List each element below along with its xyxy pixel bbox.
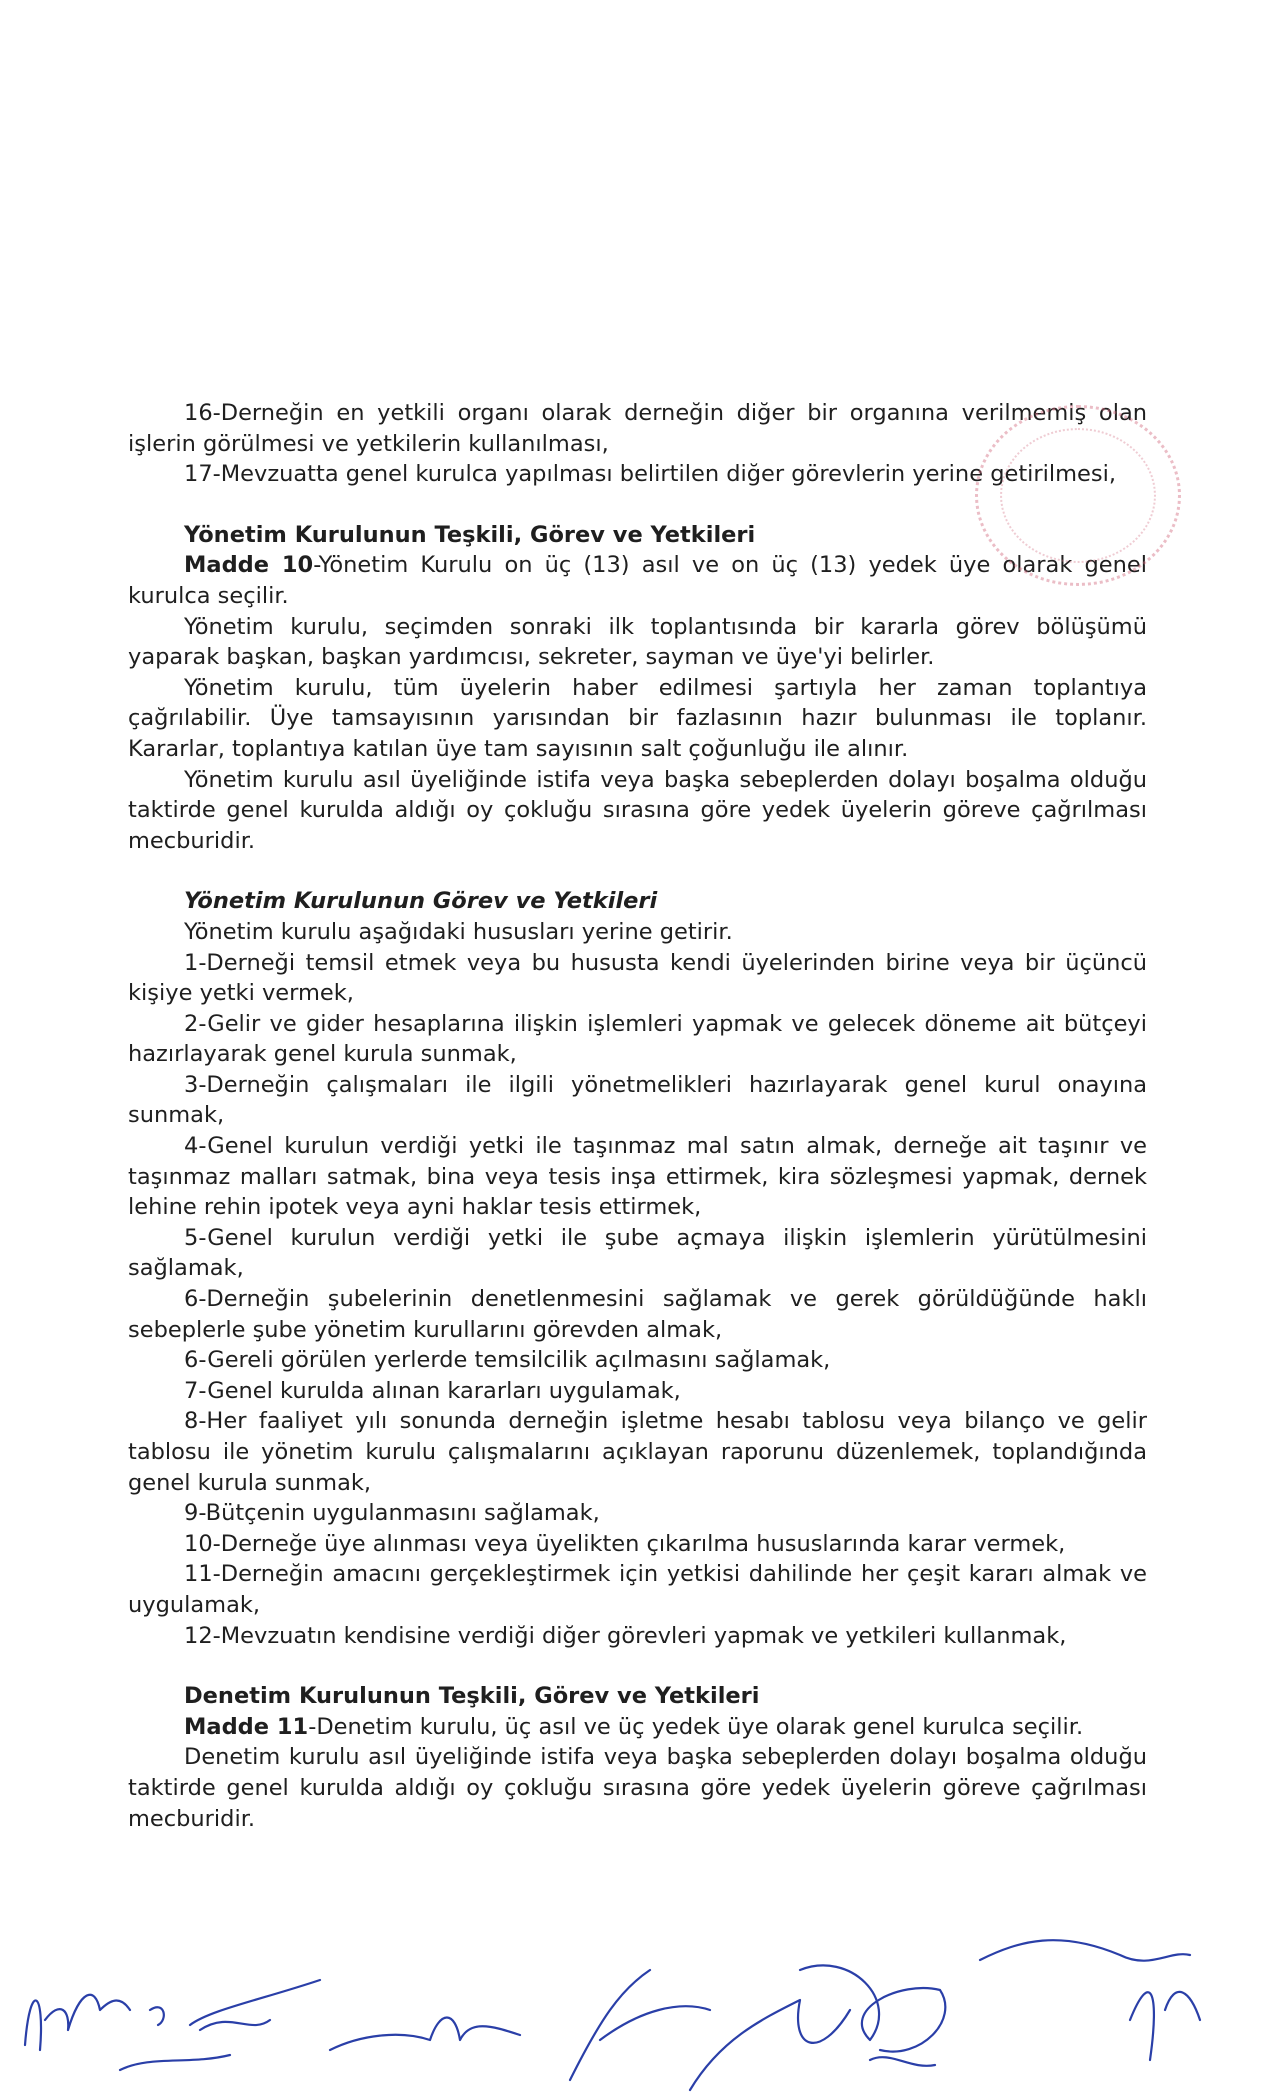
paragraph-text: Yönetim kurulu aşağıdaki hususları yerine getirir. [184,918,733,945]
document-body [128,398,1147,1834]
signature-8 [1130,1992,1200,2060]
paragraph-text: 2-Gelir ve gider hesaplarına ilişkin işlemleri yapmak ve gelecek döneme ait bütçeyi hazırlayarak genel kurula sunmak, [128,1010,1147,1068]
paragraph [128,1009,1147,1070]
paragraph-text: 5-Genel kurulun verdiği yetki ile şube açmaya ilişkin işlemlerin yürütülmesini sağlamak, [128,1224,1147,1282]
paragraph [128,612,1147,673]
signature-7 [980,1940,1190,1961]
paragraph [128,1284,1147,1345]
paragraph [128,1131,1147,1223]
paragraph-text: 10-Derneğe üye alınması veya üyelikten çıkarılma hususlarında karar vermek, [184,1530,1066,1557]
paragraph [128,765,1147,857]
paragraph-text: 11-Derneğin amacını gerçekleştirmek için yetkisi dahilinde her çeşit kararı almak ve uygulamak, [128,1561,1147,1618]
paragraph-gap [128,1651,1147,1681]
paragraph [128,1223,1147,1284]
signatures [0,1860,1275,2100]
paragraph [128,1406,1147,1498]
signature-5 [690,2000,850,2090]
paragraph-text: -Yönetim Kurulu on üç (13) asıl ve on üç (13) yedek üye olarak genel kurulca seçilir. [128,552,1147,609]
paragraph [128,1070,1147,1131]
paragraph-text: Yönetim Kurulunun Görev ve Yetkileri [184,888,658,915]
paragraph-text: Denetim kurulu asıl üyeliğinde istifa veya başka sebeplerden dolayı boşalma olduğu taktirde genel kurulda aldığı oy çokluğu sırasına göre yedek üyelerin göreve çağrılması mecburidir. [128,1744,1147,1832]
paragraph [128,948,1147,1009]
paragraph-text: 6-Derneğin şubelerinin denetlenmesini sağlamak ve gerek görüldüğünde haklı sebeplerle şube yönetim kurullarını görevden almak, [128,1286,1147,1343]
paragraph-text: 8-Her faaliyet yılı sonunda derneğin işletme hesabı tablosu veya bilanço ve gelir tablosu ile yönetim kurulu çalışmalarını açıklayan raporunu düzenlemek, toplandığında genel kurula sunmak, [128,1408,1147,1496]
paragraph-text: 6-Gereli görülen yerlerde temsilcilik açılmasını sağlamak, [184,1347,831,1374]
section-heading [128,886,1147,917]
section-heading [128,1681,1147,1712]
official-stamp [975,405,1181,586]
paragraph-gap [128,856,1147,886]
signature-9 [870,2057,935,2066]
signature-3 [330,2018,520,2051]
paragraph-text: 16-Derneğin en yetkili organı olarak derneğin diğer bir organına verilmemiş olan işlerin görülmesi ve yetkilerin kullanılması, [128,400,1147,457]
paragraph [128,1742,1147,1834]
paragraph-text: 17-Mevzuatta genel kurulca yapılması belirtilen diğer görevlerin yerine getirilmesi, [184,461,1117,488]
paragraph [128,1621,1147,1652]
paragraph-text: 1-Derneği temsil etmek veya bu hususta kendi üyelerinden birine veya bir üçüncü kişiye yetki vermek, [128,949,1147,1007]
paragraph-text: 4-Genel kurulun verdiği yetki ile taşınmaz mal satın almak, derneğe ait taşınır ve taşınmaz malları satmak, bina veya tesis inşa ettirmek, kira sözleşmesi yapmak, dernek lehine rehin ipotek veya ayni haklar tesis ettirmek, [128,1133,1147,1221]
paragraph [128,1376,1147,1407]
signature-4 [570,1970,710,2080]
paragraph [128,917,1147,948]
paragraph-text: 9-Bütçenin uygulanmasını sağlamak, [184,1500,600,1527]
paragraph-text: -Denetim kurulu, üç asıl ve üç yedek üye olarak genel kurulca seçilir. [308,1713,1084,1740]
paragraph-text: Yönetim kurulu, seçimden sonraki ilk toplantısında bir kararla görev bölüşümü yaparak başkan, başkan yardımcısı, sekreter, sayman ve üye'yi belirler. [128,613,1147,671]
paragraph [128,1345,1147,1376]
article-number: Madde 10 [184,552,314,579]
paragraph-text: Yönetim Kurulunun Teşkili, Görev ve Yetkileri [184,521,756,548]
signature-6 [800,1965,945,2051]
paragraph [128,673,1147,765]
paragraph-text: 7-Genel kurulda alınan kararları uygulamak, [184,1377,681,1404]
paragraph [128,550,1147,611]
paragraph [128,1498,1147,1529]
paragraph-text: Yönetim kurulu asıl üyeliğinde istifa veya başka sebeplerden dolayı boşalma olduğu taktirde genel kurulda aldığı oy çokluğu sırasına göre yedek üyelerin göreve çağrılması mecburidir. [128,766,1147,854]
paragraph-text: Denetim Kurulunun Teşkili, Görev ve Yetkileri [184,1683,760,1710]
paragraph-text: 3-Derneğin çalışmaları ile ilgili yönetmelikleri hazırlayarak genel kurul onayına sunmak, [128,1071,1147,1129]
paragraph [128,1559,1147,1620]
article-number: Madde 11 [184,1713,309,1740]
paragraph-text: Yönetim kurulu, tüm üyelerin haber edilmesi şartıyla her zaman toplantıya çağrılabilir. Üye tamsayısının yarısından bir fazlasının hazır bulunması ile toplanır. Kararlar, toplantıya katılan üye tam sayısının salt çoğunluğu ile alınır. [128,674,1147,762]
paragraph-text: 12-Mevzuatın kendisine verdiği diğer görevleri yapmak ve yetkileri kullanmak, [184,1622,1067,1649]
paragraph [128,1712,1147,1743]
signature-1 [25,1995,164,2050]
signature-2 [120,1980,320,2070]
paragraph [128,1529,1147,1560]
